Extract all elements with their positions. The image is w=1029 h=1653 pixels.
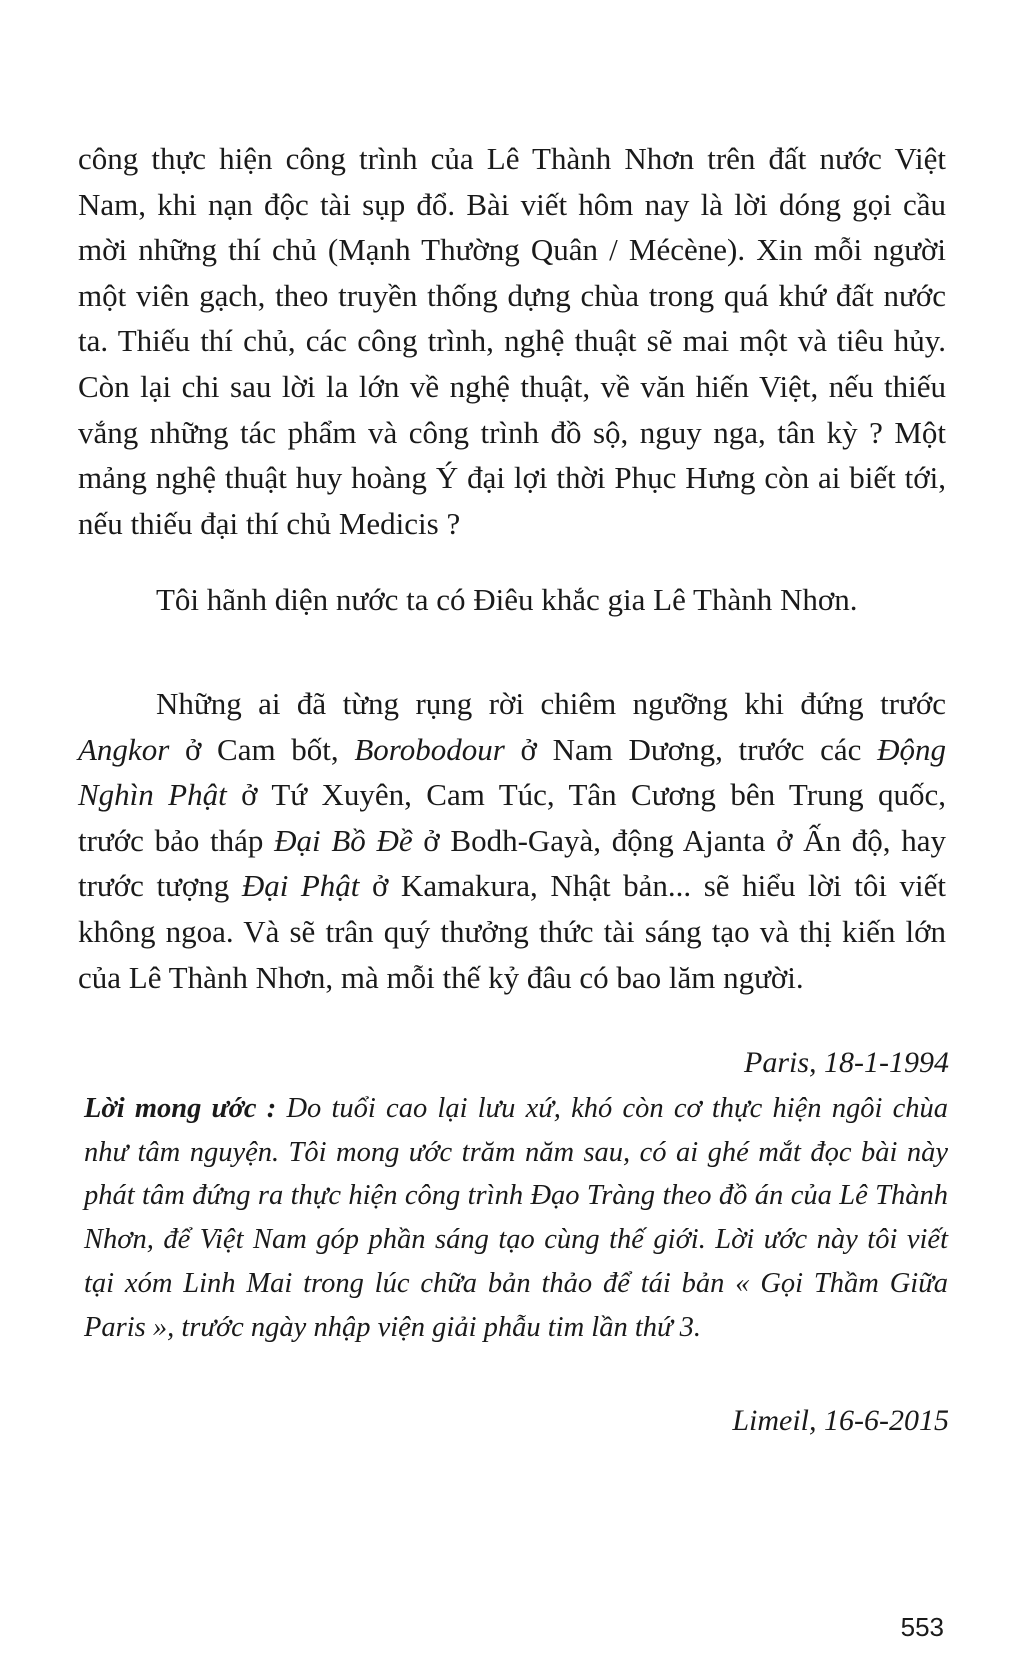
signature-paris: Paris, 18-1-1994	[744, 1046, 949, 1079]
paragraph-3-text: ở Tứ Xuyên, Cam Túc, Tân Cương bên Trung quốc, trước bảo tháp	[78, 777, 946, 858]
signature-limeil: Limeil, 16-6-2015	[732, 1404, 949, 1437]
place-borobodour: Borobodour	[354, 731, 505, 767]
wish-note-label: Lời mong ước :	[84, 1093, 277, 1124]
paragraph-3	[78, 681, 946, 1000]
paragraph-3-text: ở Bodh-Gayà, động Ajanta ở Ấn độ, hay trước tượng	[78, 822, 946, 904]
place-angkor: Angkor	[78, 731, 170, 767]
paragraph-3-text: Những ai đã từng rụng rời chiêm ngưỡng khi đứng trước	[156, 686, 946, 721]
wish-note-text: Do tuổi cao lại lưu xứ, khó còn cơ thực hiện ngôi chùa như tâm nguyện. Tôi mong ước trăm năm sau, có ai ghé mắt đọc bài này phát tâm đứng ra thực hiện công trình Đạo Tràng theo đồ án của Lê Thành Nhơn, để Việt Nam góp phần sáng tạo cùng thế giới. Lời ước này tôi viết tại xóm Linh Mai trong lúc chữa bản thảo để tái bản « Gọi Thầm Giữa Paris », trước ngày nhập viện giải phẫu tim lần thứ 3.	[84, 1093, 948, 1343]
paragraph-3-text: ở Nam Dương, trước các	[504, 731, 878, 767]
place-dai-bo-de: Đại Bồ Đề	[274, 822, 413, 858]
paragraph-1: công thực hiện công trình của Lê Thành Nhơn trên đất nước Việt Nam, khi nạn độc tài sụp đổ. Bài viết hôm nay là lời dóng gọi cầu mời những thí chủ (Mạnh Thường Quân / Mécène). Xin mỗi người một viên gạch, theo truyền thống dựng chùa trong quá khứ đất nước ta. Thiếu thí chủ, các công trình, nghệ thuật sẽ mai một và tiêu hủy. Còn lại chi sau lời la lớn về nghệ thuật, về văn hiến Việt, nếu thiếu vắng những tác phẩm và công trình đồ sộ, nguy nga, tân kỳ ? Một mảng nghệ thuật huy hoàng Ý đại lợi thời Phục Hưng còn ai biết tới, nếu thiếu đại thí chủ Medicis ?	[78, 141, 946, 541]
paragraph-3-text: ở Cam bốt,	[169, 731, 355, 767]
paragraph-3-text: ở Kamakura, Nhật bản... sẽ hiểu lời tôi viết không ngoa. Và sẽ trân quý thưởng thức tài sáng tạo và thị kiến lớn của Lê Thành Nhơn, mà mỗi thế kỷ đâu có bao lăm người.	[78, 868, 946, 995]
paragraph-2: Tôi hãnh diện nước ta có Điêu khắc gia Lê Thành Nhơn.	[156, 582, 858, 617]
page-number: 553	[900, 1612, 944, 1642]
place-dai-phat: Đại Phật	[241, 868, 360, 904]
wish-note	[84, 1087, 948, 1349]
place-dong-nghin-phat: Động Nghìn Phật	[78, 731, 946, 813]
